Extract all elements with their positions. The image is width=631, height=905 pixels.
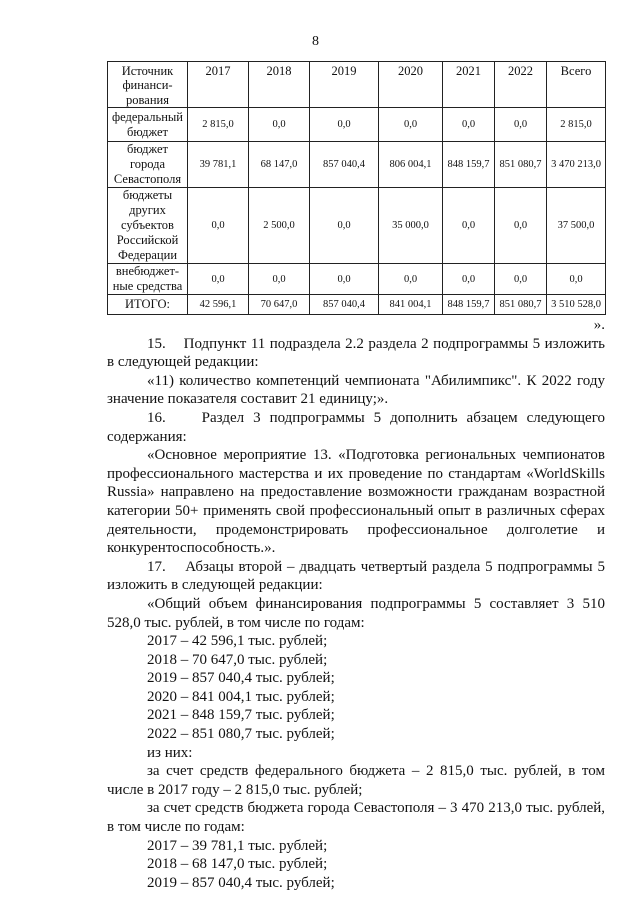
year-line: 2018 – 68 147,0 тыс. рублей; [147,856,328,873]
row-source: бюджеты других субъектов Российской Федерации [108,188,188,264]
cell: 0,0 [495,108,547,142]
paragraph-17: 17. Абзацы второй – двадцать четвертый раздела 5 подпрограммы 5 изложить в следующей редакции: [107,558,605,594]
federal-funding: за счет средств федерального бюджета – 2 815,0 тыс. рублей, в том числе в 2017 году – 2 815,0 тыс. рублей; [107,763,605,798]
cell: 0,0 [443,264,495,295]
cell: 841 004,1 [379,295,443,315]
header-total: Всего [547,62,606,108]
year-line: 2017 – 39 781,1 тыс. рублей; [147,837,328,854]
cell: 0,0 [310,188,379,264]
row-source: федеральный бюджет [108,108,188,142]
cell: 0,0 [379,264,443,295]
header-source: Источник финанси-рования [108,62,188,108]
iz-nih: из них: [147,744,193,761]
city-funding: за счет средств бюджета города Севастополя – 3 470 213,0 тыс. рублей, в том числе по годам: [107,800,605,836]
table-total-row [108,295,606,315]
paragraph-17-quote: «Общий объем финансирования подпрограммы 5 составляет 3 510 528,0 тыс. рублей, в том числе по годам: [107,595,605,631]
quote-close: ». [593,317,605,333]
cell: 0,0 [547,264,606,295]
cell: 0,0 [249,264,310,295]
cell: 851 080,7 [495,295,547,315]
table-row [108,188,606,264]
year-line: 2018 – 70 647,0 тыс. рублей; [147,651,328,668]
cell: 848 159,7 [443,142,495,188]
cell: 2 500,0 [249,188,310,264]
cell: 857 040,4 [310,142,379,188]
year-line: 2019 – 857 040,4 тыс. рублей; [147,874,335,891]
cell: 857 040,4 [310,295,379,315]
cell: 851 080,7 [495,142,547,188]
cell: 0,0 [310,108,379,142]
cell: 68 147,0 [249,142,310,188]
cell: 39 781,1 [188,142,249,188]
row-source: внебюджет-ные средства [108,264,188,295]
cell: 0,0 [443,188,495,264]
paragraph-15: 15. Подпункт 11 подраздела 2.2 раздела 2 подпрограммы 5 изложить в следующей редакции: [107,335,605,371]
paragraph-16: 16. Раздел 3 подпрограммы 5 дополнить абзацем следующего содержания: [107,409,605,445]
row-source: ИТОГО: [108,295,188,315]
document-body [107,316,605,892]
cell: 2 815,0 [547,108,606,142]
year-line: 2017 – 42 596,1 тыс. рублей; [147,633,328,650]
paragraph-15-quote: «11) количество компетенций чемпионата "Абилимпикс". К 2022 году значение показателя составит 21 единицу;». [107,372,605,408]
cell: 3 470 213,0 [547,142,606,188]
year-line: 2019 – 857 040,4 тыс. рублей; [147,670,335,687]
table-header-row [108,62,606,108]
header-2017: 2017 [188,62,249,108]
table-row [108,142,606,188]
financing-table [107,61,606,315]
cell: 2 815,0 [188,108,249,142]
cell: 0,0 [188,188,249,264]
cell: 42 596,1 [188,295,249,315]
header-2019: 2019 [310,62,379,108]
cell: 35 000,0 [379,188,443,264]
table-row [108,264,606,295]
cell: 0,0 [379,108,443,142]
cell: 3 510 528,0 [547,295,606,315]
year-line: 2022 – 851 080,7 тыс. рублей; [147,726,335,743]
cell: 806 004,1 [379,142,443,188]
year-line: 2021 – 848 159,7 тыс. рублей; [147,707,335,724]
cell: 0,0 [495,188,547,264]
cell: 0,0 [249,108,310,142]
header-2020: 2020 [379,62,443,108]
cell: 0,0 [188,264,249,295]
header-2022: 2022 [495,62,547,108]
cell: 0,0 [443,108,495,142]
row-source: бюджет города Севастополя [108,142,188,188]
cell: 0,0 [495,264,547,295]
year-line: 2020 – 841 004,1 тыс. рублей; [147,688,335,705]
header-2021: 2021 [443,62,495,108]
cell: 0,0 [310,264,379,295]
cell: 37 500,0 [547,188,606,264]
cell: 848 159,7 [443,295,495,315]
table-row [108,108,606,142]
cell: 70 647,0 [249,295,310,315]
paragraph-16-quote: «Основное мероприятие 13. «Подготовка региональных чемпионатов профессионального мастерства и их проведение по стандартам «WorldSkills Russia» направлено на предоставление возможности гражданам возрастной категории 50+ применять свой профессиональный опыт в различных сферах деятельности, продемонстрировать профессиональное долголетие и конкурентоспособность.». [107,447,605,557]
header-2018: 2018 [249,62,310,108]
page-number: 8 [312,34,319,49]
